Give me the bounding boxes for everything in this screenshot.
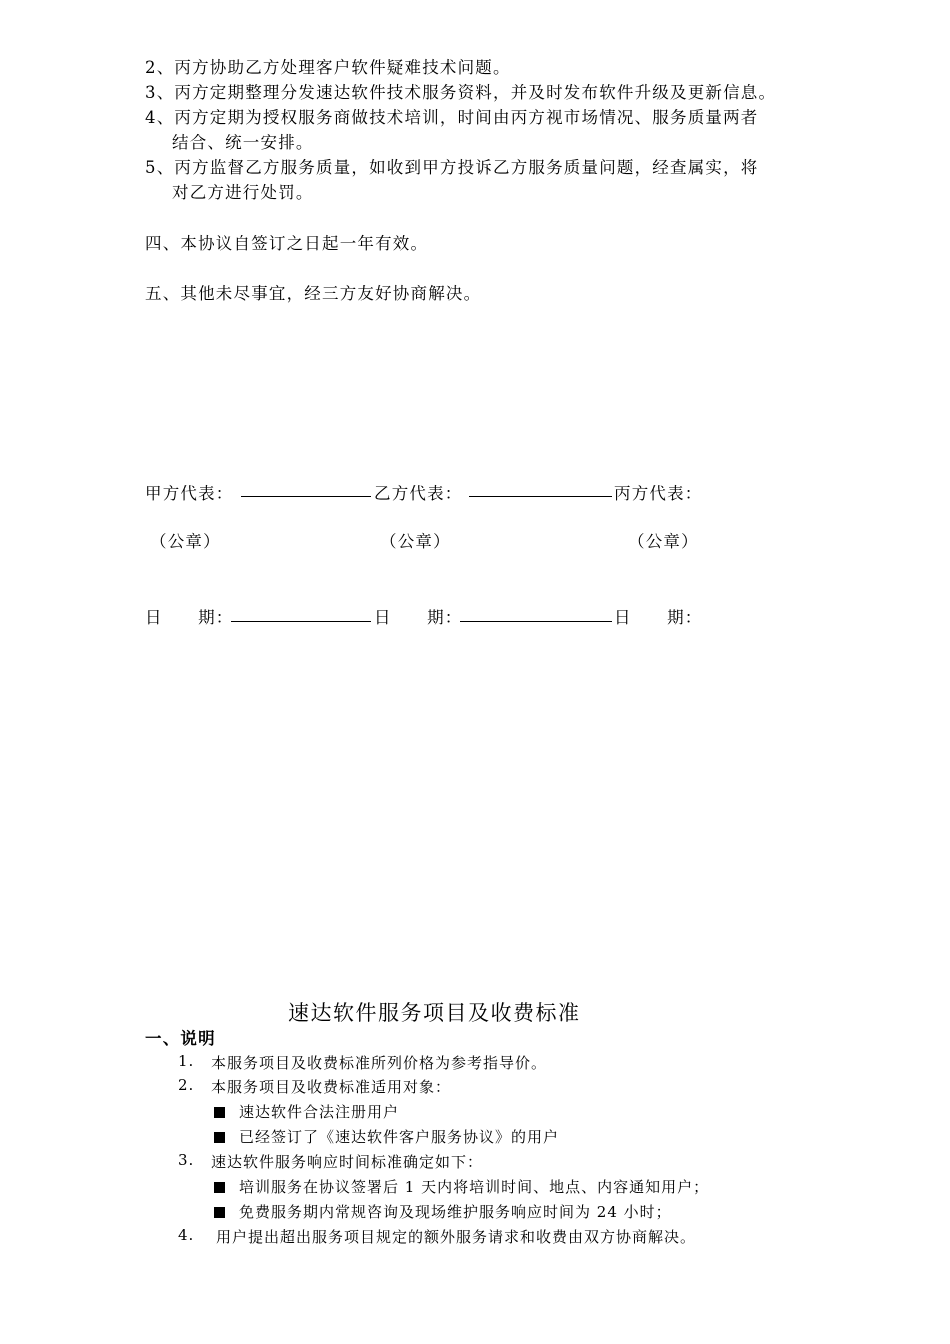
clause3-item-4-line1: 4、丙方定期为授权服务商做技术培训，时间由丙方视市场情况、服务质量两者 bbox=[145, 108, 759, 127]
item-3-text: 速达软件服务响应时间标准确定如下： bbox=[211, 1153, 484, 1171]
party-a-seal: （公章） bbox=[150, 532, 221, 551]
item-1-text: 本服务项目及收费标准所列价格为参考指导价。 bbox=[211, 1054, 548, 1072]
clause-5: 五、其他未尽事宜，经三方友好协商解决。 bbox=[145, 284, 482, 303]
square-bullet-icon bbox=[214, 1132, 225, 1143]
square-bullet-icon bbox=[214, 1182, 225, 1193]
item-2-bullet-1: 速达软件合法注册用户 bbox=[214, 1101, 399, 1122]
party-a-rep-label: 甲方代表： bbox=[145, 484, 234, 503]
party-b-date-line bbox=[460, 621, 612, 622]
clause3-item-3: 3、丙方定期整理分发速达软件技术服务资料，并及时发布软件升级及更新信息。 bbox=[145, 83, 777, 102]
party-b-date-label: 日 期： bbox=[374, 608, 463, 627]
explanation-heading: 一、说明 bbox=[145, 1029, 216, 1048]
fee-standard-title: 速达软件服务项目及收费标准 bbox=[288, 1001, 581, 1025]
party-c-seal: （公章） bbox=[628, 532, 699, 551]
square-bullet-icon bbox=[214, 1207, 225, 1218]
square-bullet-icon bbox=[214, 1107, 225, 1118]
item-2-number: 2. bbox=[178, 1076, 195, 1094]
item-1-number: 1. bbox=[178, 1052, 195, 1070]
party-c-rep-label: 丙方代表： bbox=[614, 484, 703, 503]
clause3-item-5-line1: 5、丙方监督乙方服务质量，如收到甲方投诉乙方服务质量问题，经查属实，将 bbox=[145, 158, 759, 177]
party-c-date-label: 日 期： bbox=[614, 608, 703, 627]
item-4-number: 4. bbox=[178, 1226, 195, 1244]
clause3-item-4-line2: 结合、统一安排。 bbox=[172, 133, 314, 152]
item-3-bullet-2: 免费服务期内常规咨询及现场维护服务响应时间为 24 小时； bbox=[214, 1201, 672, 1222]
party-b-seal: （公章） bbox=[380, 532, 451, 551]
clause3-item-2: 2、丙方协助乙方处理客户软件疑难技术问题。 bbox=[145, 58, 511, 77]
party-b-rep-label: 乙方代表： bbox=[374, 484, 463, 503]
party-a-rep-line bbox=[241, 496, 371, 497]
item-2-bullet-2: 已经签订了《速达软件客户服务协议》的用户 bbox=[214, 1126, 559, 1147]
clause3-item-5-line2: 对乙方进行处罚。 bbox=[172, 183, 314, 202]
item-2-text: 本服务项目及收费标准适用对象： bbox=[211, 1078, 452, 1096]
item-3-number: 3. bbox=[178, 1151, 195, 1169]
party-b-rep-line bbox=[469, 496, 612, 497]
party-a-date-line bbox=[231, 621, 371, 622]
party-a-date-label: 日 期： bbox=[145, 608, 234, 627]
item-3-bullet-1: 培训服务在协议签署后 1 天内将培训时间、地点、内容通知用户； bbox=[214, 1176, 709, 1197]
item-4-text: 用户提出超出服务项目规定的额外服务请求和收费由双方协商解决。 bbox=[216, 1228, 697, 1246]
clause-4: 四、本协议自签订之日起一年有效。 bbox=[145, 234, 429, 253]
